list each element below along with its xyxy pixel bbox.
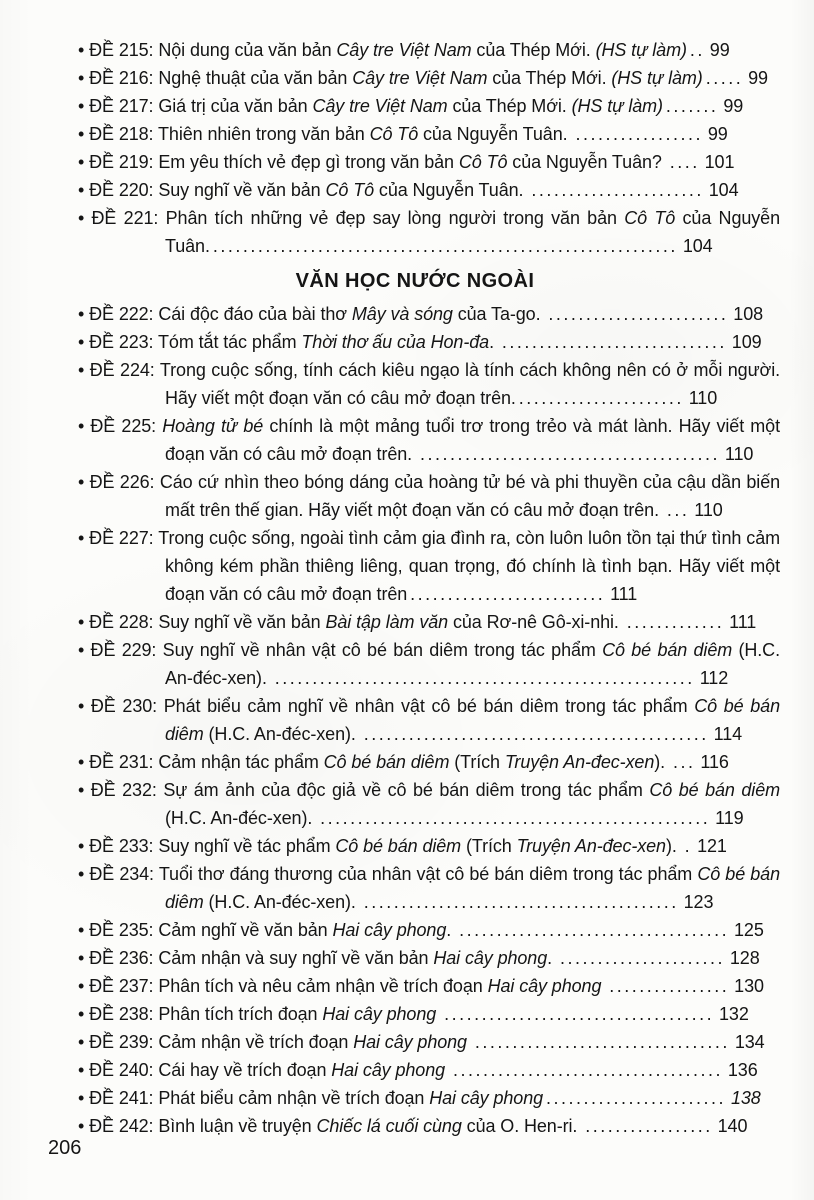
bullet-icon: •	[78, 696, 91, 716]
entry-text: ).	[665, 836, 682, 856]
leader-dots: ....	[669, 152, 700, 172]
leader-dots: ..............................................................	[212, 236, 678, 256]
leader-dots: .......	[665, 96, 719, 116]
leader-dots: .................	[585, 1116, 713, 1136]
toc-entry	[78, 944, 780, 972]
entry-title-italic: Hai cây phong	[353, 1032, 467, 1052]
entry-label: ĐỀ 241:	[89, 1088, 154, 1108]
bullet-icon: •	[78, 40, 90, 60]
entry-text	[467, 1032, 472, 1052]
entry-title-italic: (HS tự làm)	[611, 68, 703, 88]
entry-label: ĐỀ 230:	[90, 696, 158, 716]
entry-text: Suy nghĩ về văn bản	[158, 180, 326, 200]
bullet-icon: •	[78, 1032, 90, 1052]
entry-text: Phân tích trích đoạn	[158, 1004, 323, 1024]
bullet-icon: •	[78, 332, 90, 352]
entry-title-italic: Cô bé bán diêm	[165, 696, 780, 744]
toc-entry	[78, 1112, 780, 1140]
entry-text: Cảm nhận tác phẩm	[158, 752, 324, 772]
entry-label: ĐỀ 228:	[89, 612, 154, 632]
entry-text: của Thép Mới.	[447, 96, 572, 116]
entry-text	[445, 1060, 450, 1080]
entry-page-number: 116	[695, 752, 729, 772]
entry-text: (Trích	[461, 836, 517, 856]
leader-dots: ..................................	[474, 1032, 730, 1052]
toc-entry	[78, 176, 780, 204]
bullet-icon: •	[78, 360, 90, 380]
entry-page-number: 104	[677, 236, 713, 256]
entry-page-number: 104	[703, 180, 739, 200]
bullet-icon: •	[78, 528, 90, 548]
entry-title-italic: Hai cây phong	[429, 1088, 544, 1108]
bullet-icon: •	[78, 1004, 90, 1024]
entry-title-italic: (HS tự làm)	[595, 40, 687, 60]
entry-text: Suy nghĩ về nhân vật cô bé bán diêm trong tác phẩm	[162, 640, 603, 660]
entry-label: ĐỀ 222:	[89, 304, 154, 324]
entry-page-number: 125	[729, 920, 764, 940]
leader-dots: ................	[609, 976, 730, 996]
bullet-icon: •	[78, 180, 90, 200]
entry-page-number: 99	[704, 40, 730, 60]
entry-text: của Nguyễn Tuân.	[165, 208, 780, 256]
entry-label: ĐỀ 237:	[89, 976, 154, 996]
toc-entry	[78, 972, 780, 1000]
entry-text: (H.C. An-đéc-xen).	[203, 724, 361, 744]
toc-entry	[78, 636, 780, 692]
entry-label: ĐỀ 221:	[91, 208, 159, 228]
entry-title-italic: Cô Tô	[624, 208, 676, 228]
entry-title-italic: Cô bé bán diêm	[649, 780, 780, 800]
entry-title-italic: Hai cây phong	[331, 1060, 446, 1080]
leader-dots: ........................	[546, 1088, 727, 1108]
entry-text: của Rơ-nê Gô-xi-nhi.	[448, 612, 624, 632]
toc-entry	[78, 92, 780, 120]
leader-dots: .............	[626, 612, 725, 632]
toc-entry	[78, 916, 780, 944]
leader-dots: ......................	[559, 948, 725, 968]
entry-page-number: 110	[683, 388, 718, 408]
entry-label: ĐỀ 242:	[89, 1116, 154, 1136]
entry-label: ĐỀ 239:	[89, 1032, 154, 1052]
bullet-icon: •	[78, 208, 92, 228]
bullet-icon: •	[78, 612, 90, 632]
entry-title-italic: Cô bé bán diêm	[335, 836, 462, 856]
leader-dots: ..............................	[501, 332, 727, 352]
entry-title-italic: Cô bé bán diêm	[602, 640, 733, 660]
entry-text: Thiên nhiên trong văn bản	[158, 124, 370, 144]
entry-title-italic: Hoàng tử bé	[162, 416, 264, 436]
entry-title-italic: Chiếc lá cuối cùng	[316, 1116, 462, 1136]
entry-text: Tuổi thơ đáng thương của nhân vật cô bé bán diêm trong tác phẩm	[158, 864, 698, 884]
bullet-icon: •	[78, 68, 90, 88]
bullet-icon: •	[78, 304, 90, 324]
section-heading: VĂN HỌC NƯỚC NGOÀI	[295, 270, 535, 292]
entry-text: Sự ám ảnh của độc giả về cô bé bán diêm trong tác phẩm	[163, 780, 650, 800]
toc-entry	[78, 412, 780, 468]
entry-title-italic: (HS tự làm)	[571, 96, 663, 116]
entry-text: (H.C. An-đéc-xen).	[165, 808, 318, 828]
bullet-icon: •	[78, 96, 90, 116]
leader-dots: ...	[672, 752, 696, 772]
leader-dots: .	[684, 836, 693, 856]
entry-page-number: 110	[720, 444, 754, 464]
toc-entry	[78, 204, 780, 260]
leader-dots: ........................	[548, 304, 729, 324]
entry-text: (Trích	[449, 752, 505, 772]
entry-page-number: 136	[723, 1060, 758, 1080]
entry-text	[601, 976, 606, 996]
leader-dots: ......................	[518, 388, 684, 408]
bullet-icon: •	[78, 976, 90, 996]
entry-text: .	[547, 948, 557, 968]
toc-entry	[78, 860, 780, 916]
entry-page-number: 121	[692, 836, 727, 856]
entry-title-italic: Cây tre Việt Nam	[352, 68, 488, 88]
entry-label: ĐỀ 236:	[89, 948, 154, 968]
entry-page-number: 112	[694, 668, 729, 688]
toc-entry	[78, 64, 780, 92]
entry-page-number: 99	[718, 96, 744, 116]
toc-entry	[78, 120, 780, 148]
entry-text: ).	[654, 752, 670, 772]
entry-title-italic: Cô Tô	[369, 124, 419, 144]
entry-title-italic: Thời thơ ấu của Hon-đa	[301, 332, 490, 352]
entry-title-italic: Cô Tô	[325, 180, 375, 200]
entry-page-number: 99	[743, 68, 768, 88]
entry-text: Phân tích những vẻ đẹp say lòng người trong văn bản	[165, 208, 625, 228]
entry-text: Trong cuộc sống, ngoài tình cảm gia đình ra, còn luôn luôn tồn tại thứ tình cảm không kém phần thiêng liêng, quan trọng, đó chính là tình bạn. Hãy viết một đoạn văn có câu mở đoạn trên	[158, 528, 781, 604]
entry-title-italic: Cây tre Việt Nam	[336, 40, 472, 60]
entry-title-italic: Cây tre Việt Nam	[312, 96, 448, 116]
entry-text: Cảm nhận về trích đoạn	[158, 1032, 354, 1052]
entry-page-number: 128	[724, 948, 760, 968]
toc-entry	[78, 468, 780, 524]
entry-text	[436, 1004, 441, 1024]
bullet-icon: •	[78, 780, 91, 800]
toc-entry	[78, 748, 780, 776]
leader-dots: ..............................................	[363, 724, 709, 744]
entry-page-number: 111	[724, 612, 757, 632]
bullet-icon: •	[78, 472, 90, 492]
toc-entry	[78, 776, 780, 832]
entry-label: ĐỀ 235:	[89, 920, 154, 940]
entry-label: ĐỀ 238:	[89, 1004, 154, 1024]
entry-page-number: 134	[729, 1032, 765, 1052]
entry-text: Nghệ thuật của văn bản	[158, 68, 353, 88]
bullet-icon: •	[78, 152, 90, 172]
toc-entry	[78, 524, 780, 608]
entry-page-number: 119	[710, 808, 744, 828]
entry-page-number: 110	[689, 500, 723, 520]
bullet-icon: •	[78, 1088, 90, 1108]
leader-dots: ....................................	[444, 1004, 715, 1024]
entry-text: Tóm tắt tác phẩm	[158, 332, 302, 352]
entry-label: ĐỀ 218:	[89, 124, 154, 144]
bullet-icon: •	[78, 948, 90, 968]
entry-label: ĐỀ 240:	[89, 1060, 154, 1080]
entry-label: ĐỀ 234:	[89, 864, 154, 884]
entry-text: Cảm nghĩ về văn bản	[158, 920, 333, 940]
entry-title-italic: Truyện An-đec-xen	[504, 752, 655, 772]
entry-title-italic: Hai cây phong	[332, 920, 447, 940]
entry-text: Giá trị của văn bản	[158, 96, 313, 116]
bullet-icon: •	[78, 124, 90, 144]
entry-page-number: 101	[699, 152, 735, 172]
entry-label: ĐỀ 233:	[89, 836, 154, 856]
toc-entry	[78, 36, 780, 64]
entry-page-number: 138	[726, 1088, 761, 1108]
entry-label: ĐỀ 215:	[89, 40, 154, 60]
entry-text: (H.C. An-đéc-xen).	[203, 892, 361, 912]
bullet-icon: •	[78, 416, 91, 436]
entry-page-number: 123	[678, 892, 714, 912]
toc-entry	[78, 608, 780, 636]
entry-text: Cáo cứ nhìn theo bóng dáng của hoàng tử bé và phi thuyền của cậu dần biến mất trên thế gian. Hãy viết một đoạn văn có câu mở đoạn trên.	[159, 472, 781, 520]
toc-entry	[78, 328, 780, 356]
entry-text: của Nguyễn Tuân?	[507, 152, 667, 172]
entry-text: Bình luận về truyện	[158, 1116, 317, 1136]
entry-text: của Nguyễn Tuân.	[418, 124, 573, 144]
entry-title-italic: Cô bé bán diêm	[165, 864, 781, 912]
entry-label: ĐỀ 227:	[89, 528, 154, 548]
toc-entry	[78, 1028, 780, 1056]
entry-label: ĐỀ 224:	[89, 360, 155, 380]
entry-label: ĐỀ 226:	[89, 472, 155, 492]
leader-dots: ..........................................	[363, 892, 679, 912]
entry-text: (H.C. An-đéc-xen).	[165, 640, 780, 688]
entry-text: Cái hay về trích đoạn	[158, 1060, 332, 1080]
entry-title-italic: Hai cây phong	[322, 1004, 437, 1024]
entry-page-number: 140	[712, 1116, 748, 1136]
entry-text: Cái độc đáo của bài thơ	[158, 304, 352, 324]
toc-entry	[78, 356, 780, 412]
entry-text: Nội dung của văn bản	[158, 40, 337, 60]
entry-title-italic: Hai cây phong	[487, 976, 602, 996]
bullet-icon: •	[78, 864, 90, 884]
toc-entry	[78, 1084, 780, 1112]
bullet-icon: •	[78, 1116, 90, 1136]
entry-text: Trong cuộc sống, tính cách kiêu ngạo là tính cách không nên có ở mỗi người. Hãy viết một đoạn văn có câu mở đoạn trên.	[159, 360, 781, 408]
leader-dots: ..	[689, 40, 705, 60]
entry-text: .	[489, 332, 499, 352]
bullet-icon: •	[78, 836, 90, 856]
entry-page-number: 114	[708, 724, 743, 744]
entry-page-number: 108	[728, 304, 764, 324]
leader-dots: ........................................................	[274, 668, 695, 688]
entry-label: ĐỀ 219:	[89, 152, 154, 172]
bullet-icon: •	[78, 920, 90, 940]
leader-dots: .................	[575, 124, 703, 144]
entry-label: ĐỀ 225:	[90, 416, 157, 436]
entry-title-italic: Cô Tô	[458, 152, 508, 172]
entry-page-number: 109	[726, 332, 762, 352]
entry-label: ĐỀ 220:	[89, 180, 154, 200]
leader-dots: ...	[666, 500, 690, 520]
entry-page-number: 130	[729, 976, 764, 996]
leader-dots: ....................................	[452, 1060, 723, 1080]
entry-label: ĐỀ 216:	[89, 68, 154, 88]
toc-entry	[78, 148, 780, 176]
entry-text: của Thép Mới.	[471, 40, 596, 60]
entry-label: ĐỀ 217:	[89, 96, 154, 116]
entry-label: ĐỀ 231:	[89, 752, 154, 772]
page-number-footer: 206	[48, 1137, 82, 1159]
entry-page-number: 132	[714, 1004, 749, 1024]
entry-text: Suy nghĩ về tác phẩm	[158, 836, 336, 856]
toc-entry	[78, 832, 780, 860]
entry-text: .	[446, 920, 457, 940]
entry-text: của O. Hen-ri.	[461, 1116, 583, 1136]
entry-title-italic: Truyện An-đec-xen	[516, 836, 666, 856]
toc-entry	[78, 692, 780, 748]
entry-text: Cảm nhận và suy nghĩ về văn bản	[158, 948, 434, 968]
entry-text: Phân tích và nêu cảm nhận về trích đoạn	[158, 976, 488, 996]
entry-text: của Nguyễn Tuân.	[374, 180, 529, 200]
entry-title-italic: Hai cây phong	[433, 948, 548, 968]
entry-text: Em yêu thích vẻ đẹp gì trong văn bản	[158, 152, 459, 172]
entry-label: ĐỀ 232:	[90, 780, 157, 800]
leader-dots: ..........................	[410, 584, 606, 604]
leader-dots: ....................................	[459, 920, 730, 940]
entry-text: của Thép Mới.	[487, 68, 612, 88]
toc-entry	[78, 1056, 780, 1084]
entry-page-number: 99	[702, 124, 728, 144]
toc-entry	[78, 1000, 780, 1028]
bullet-icon: •	[78, 1060, 90, 1080]
entry-text: chính là một mảng tuổi trơ trong trẻo và mát lành. Hãy viết một đoạn văn có câu mở đoạn trên.	[165, 416, 780, 464]
leader-dots: ........................................	[419, 444, 721, 464]
entry-label: ĐỀ 223:	[89, 332, 154, 352]
entry-text: Phát biểu cảm nghĩ về nhân vật cô bé bán diêm trong tác phẩm	[163, 696, 695, 716]
leader-dots: ....................................................	[320, 808, 711, 828]
leader-dots: .......................	[531, 180, 704, 200]
entry-text: Suy nghĩ về văn bản	[158, 612, 326, 632]
entry-title-italic: Mây và sóng	[351, 304, 453, 324]
bullet-icon: •	[78, 752, 90, 772]
entry-text: của Ta-go.	[452, 304, 546, 324]
entry-label: ĐỀ 229:	[90, 640, 157, 660]
entry-title-italic: Bài tập làm văn	[325, 612, 449, 632]
toc-entry	[78, 300, 780, 328]
leader-dots: .....	[705, 68, 744, 88]
entry-text: Phát biểu cảm nhận về trích đoạn	[158, 1088, 430, 1108]
entry-page-number: 111	[605, 584, 638, 604]
bullet-icon: •	[78, 640, 91, 660]
entry-title-italic: Cô bé bán diêm	[323, 752, 450, 772]
